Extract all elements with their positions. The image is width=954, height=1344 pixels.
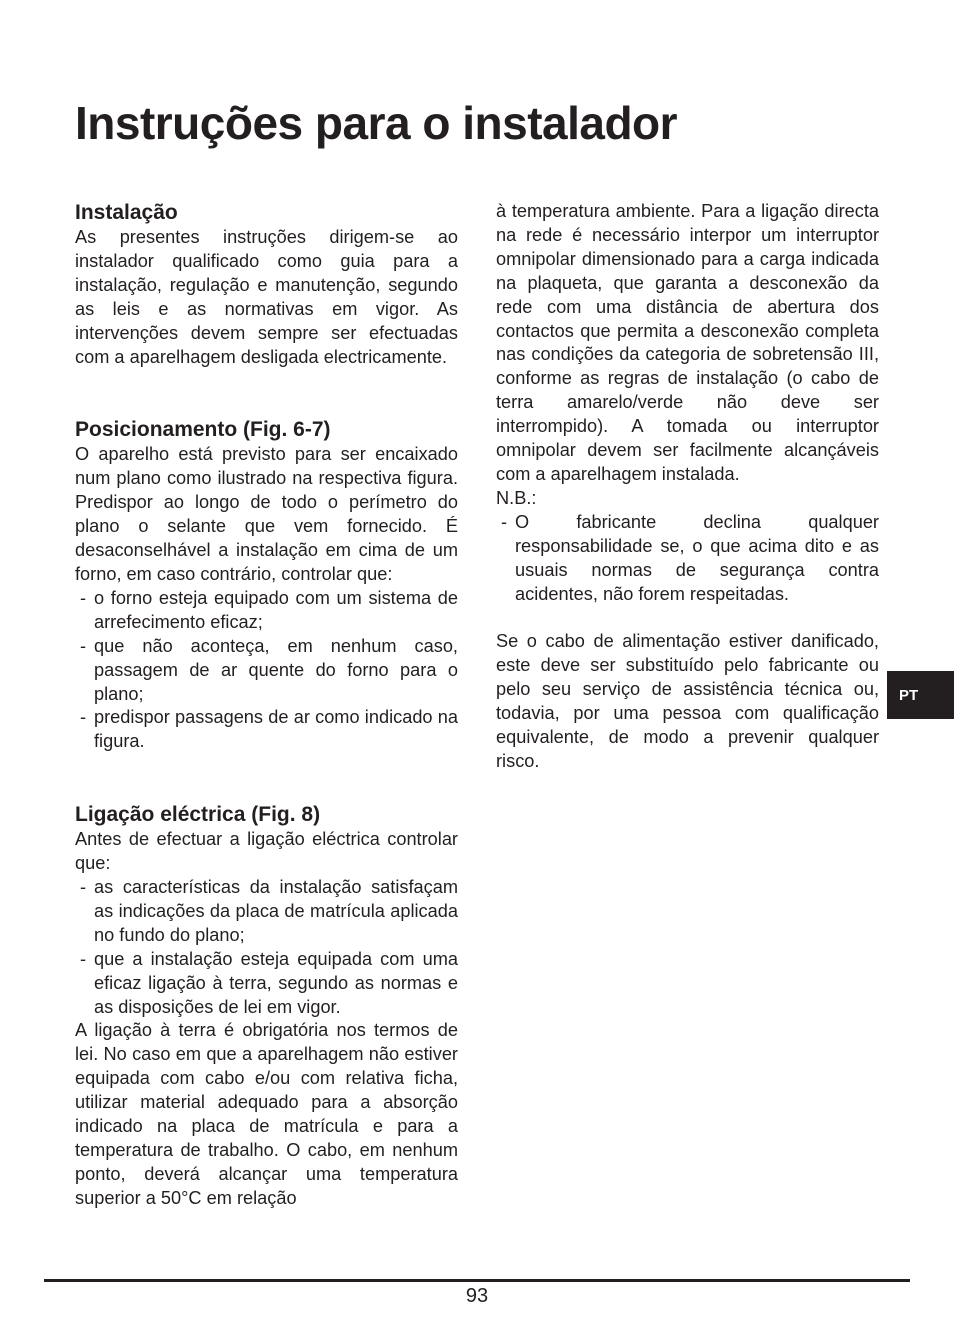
- positioning-paragraph: O aparelho está previsto para ser encaixado num plano como ilustrado na respectiva figura. Predispor ao longo de todo o perímetro do plano o selante que vem fornecido. É desaconselhável a instalação em cima de um forno, em caso contrário, controlar que:: [75, 444, 458, 584]
- page-title: Instruções para o instalador: [75, 97, 678, 149]
- grounding-paragraph: A ligação à terra é obrigatória nos termos de lei. No caso em que a aparelhagem não estiver equipada com cabo e/ou com relativa ficha, utilizar material adequado para a absorção indicado na placa de matrícula e para a temperatura de trabalho. O cabo, em nenhum ponto, deverá alcançar uma temperatura superior a 50°C em relação: [75, 1020, 458, 1208]
- list-item: - que não aconteça, em nenhum caso, passagem de ar quente do forno para o plano;: [80, 635, 458, 704]
- left-column: [75, 200, 458, 1211]
- electrical-continued-paragraph: à temperatura ambiente. Para a ligação directa na rede é necessário interpor um interruptor omnipolar dimensionado para a carga indicada na plaqueta, que garanta a desconexão da rede com uma distância de abertura dos contactos que permita a desconexão completa nas condições da categoria de sobretensão III, conforme as regras de instalação (o cabo de terra amarelo/verde não deve ser interrompido). A tomada ou interruptor omnipolar devem ser facilmente alcançáveis com a aparelhagem instalada.: [496, 201, 879, 484]
- section-installation: [75, 200, 458, 369]
- power-cable-paragraph: Se o cabo de alimentação estiver danificado, este deve ser substituído pelo fabricante ou pelo seu serviço de assistência técnica ou, todavia, por uma pessoa com qualificação equivalente, de modo a prevenir qualquer risco.: [496, 631, 879, 771]
- section-heading-positioning: Posicionamento (Fig. 6-7): [75, 418, 331, 442]
- section-electrical: [75, 802, 458, 1211]
- nb-label: N.B.:: [496, 487, 537, 508]
- list-item: - as características da instalação satisfaçam as indicações da placa de matrícula aplicada no fundo do plano;: [80, 877, 458, 945]
- list-item: - O fabricante declina qualquer responsabilidade se, o que acima dito e as usuais normas de segurança contra acidentes, não forem respeitadas.: [501, 511, 879, 604]
- footer-divider: [44, 1279, 910, 1282]
- list-item: - o forno esteja equipado com um sistema de arrefecimento eficaz;: [80, 587, 458, 632]
- section-heading-installation: Instalação: [75, 201, 178, 224]
- right-column: [496, 200, 879, 774]
- section-heading-electrical: Ligação eléctrica (Fig. 8): [75, 803, 321, 827]
- positioning-list: [75, 587, 458, 754]
- electrical-paragraph: Antes de efectuar a ligação eléctrica controlar que:: [75, 829, 458, 874]
- installation-paragraph: As presentes instruções dirigem-se ao instalador qualificado como guia para a instalação, regulação e manutenção, segundo as leis e as normativas em vigor. As intervenções devem sempre ser efectuadas com a aparelhagem desligada electricamente.: [75, 227, 458, 367]
- section-positioning: [75, 417, 458, 754]
- nb-list: [496, 511, 879, 607]
- list-item: - que a instalação esteja equipada com uma eficaz ligação à terra, segundo as normas e as disposições de lei em vigor.: [80, 948, 458, 1017]
- electrical-list: [75, 876, 458, 1019]
- language-tab: PT: [887, 671, 954, 719]
- page-number: 93: [465, 1285, 489, 1307]
- list-item: - predispor passagens de ar como indicado na figura.: [80, 707, 458, 752]
